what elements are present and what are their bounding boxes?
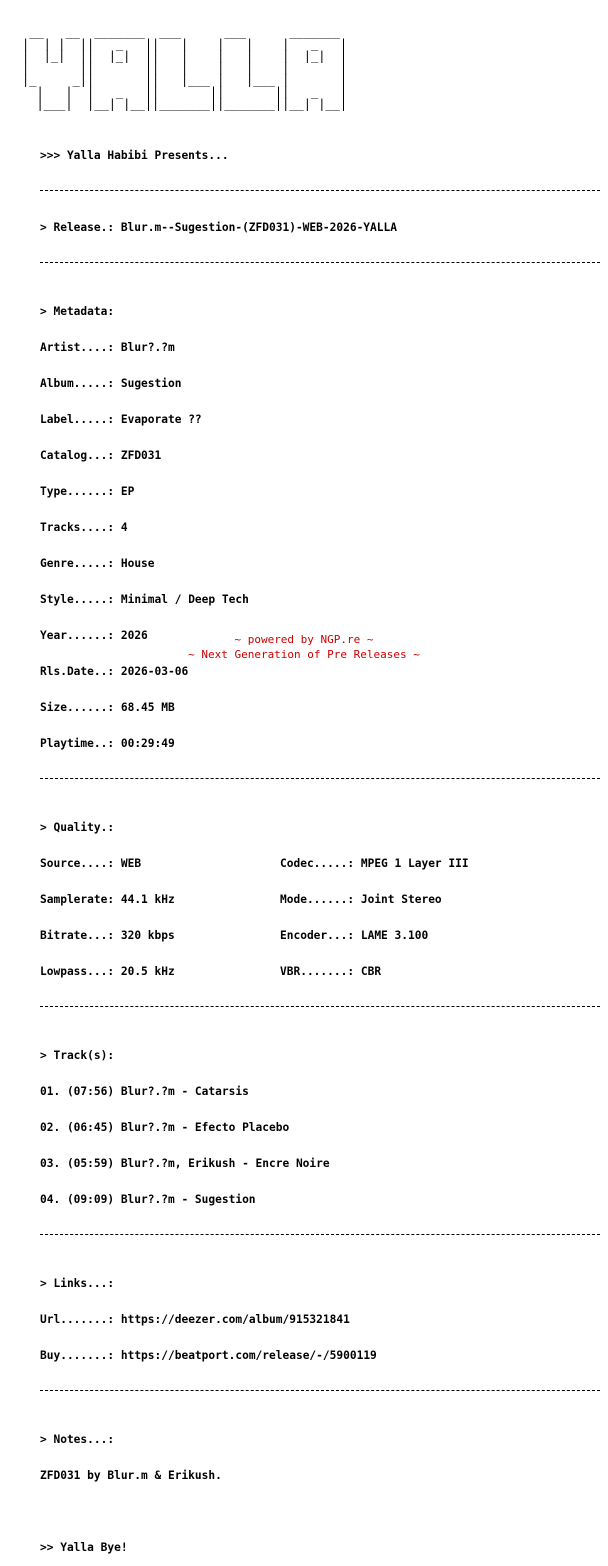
metadata-row: Playtime..: 00:29:49	[40, 737, 175, 750]
quality-row: Bitrate...: 320 kbps Encoder...: LAME 3.100	[40, 929, 429, 942]
footer	[0, 629, 608, 662]
metadata-row: Genre.....: House	[40, 557, 155, 570]
outro-line: >> Yalla Bye!	[40, 1541, 128, 1554]
separator	[40, 258, 469, 270]
release-line: > Release.: Blur.m--Sugestion-(ZFD031)-WEB-2026-YALLA	[40, 221, 397, 234]
quality-row: Lowpass...: 20.5 kHz VBR.......: CBR	[40, 965, 382, 978]
separator	[40, 774, 469, 786]
metadata-row: Artist....: Blur?.?m	[40, 341, 175, 354]
notes-header: > Notes...:	[40, 1433, 115, 1446]
metadata-row: Year......: 2026	[40, 629, 148, 642]
quality-header: > Quality.:	[40, 821, 115, 834]
metadata-header: > Metadata:	[40, 305, 115, 318]
footer-tagline: ~ Next Generation of Pre Releases ~	[188, 648, 420, 661]
blank-line	[40, 1506, 469, 1518]
footer-powered-by: ~ powered by NGP.re ~	[234, 633, 374, 646]
deezer-link[interactable]: https://deezer.com/album/915321841	[120, 1313, 350, 1326]
tracks-header: > Track(s):	[40, 1049, 115, 1062]
notes-text: ZFD031 by Blur.m & Erikush.	[40, 1469, 222, 1482]
yalla-ascii-logo: __ __ _______ ___ ___ _______ | | | || _ || | | | | _ | | |_| || |_| || | | | | |_| | | || || | | | | | |_ _|| || |___ | |___ | | | | | _ || || || _ | |___| |__| |__||_______||_______||__| |__|	[22, 25, 348, 111]
quality-row: Samplerate: 44.1 kHz Mode......: Joint Stereo	[40, 893, 442, 906]
intro-line: >>> Yalla Habibi Presents...	[40, 149, 229, 162]
metadata-row: Style.....: Minimal / Deep Tech	[40, 593, 249, 606]
nfo-text	[40, 126, 469, 1566]
metadata-row: Tracks....: 4	[40, 521, 128, 534]
link-row: Buy.......: https://beatport.com/release/-/5900119	[40, 1349, 377, 1362]
track-item: 04. (09:09) Blur?.?m - Sugestion	[40, 1193, 256, 1206]
metadata-row: Album.....: Sugestion	[40, 377, 182, 390]
track-item: 02. (06:45) Blur?.?m - Efecto Placebo	[40, 1121, 290, 1134]
metadata-row: Type......: EP	[40, 485, 135, 498]
separator	[40, 1002, 469, 1014]
quality-row: Source....: WEB Codec.....: MPEG 1 Layer III	[40, 857, 469, 870]
metadata-row: Catalog...: ZFD031	[40, 449, 162, 462]
separator	[40, 1386, 469, 1398]
track-item: 03. (05:59) Blur?.?m, Erikush - Encre Noire	[40, 1157, 330, 1170]
links-header: > Links...:	[40, 1277, 115, 1290]
link-row: Url.......: https://deezer.com/album/915321841	[40, 1313, 350, 1326]
beatport-link[interactable]: https://beatport.com/release/-/5900119	[120, 1349, 377, 1362]
metadata-row: Size......: 68.45 MB	[40, 701, 175, 714]
track-item: 01. (07:56) Blur?.?m - Catarsis	[40, 1085, 249, 1098]
metadata-row: Label.....: Evaporate ??	[40, 413, 202, 426]
metadata-row: Rls.Date..: 2026-03-06	[40, 665, 189, 678]
separator	[40, 186, 469, 198]
separator	[40, 1230, 469, 1242]
